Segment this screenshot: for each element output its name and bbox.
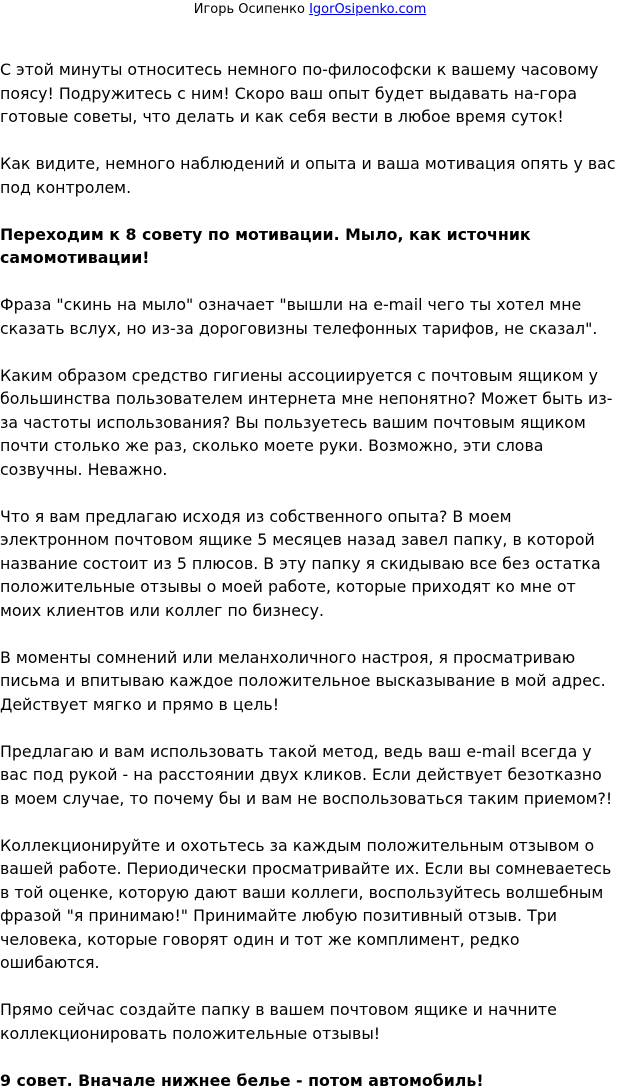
paragraph: Прямо сейчас создайте папку в вашем почтовом ящике и начните коллекционировать положительные отзывы!: [0, 998, 616, 1045]
paragraph: Что я вам предлагаю исходя из собственного опыта? В моем электронном почтовом ящике 5 месяцев назад завел папку, в которой название состоит из 5 плюсов. В эту папку я скидываю все без остатка положительные отзывы о моей работе, которые приходят ко мне от моих клиентов или коллег по бизнесу.: [0, 505, 616, 623]
section-heading: Переходим к 8 совету по мотивации. Мыло, как источник самомотивации!: [0, 223, 616, 270]
paragraph: Как видите, немного наблюдений и опыта и ваша мотивация опять у вас под контролем.: [0, 152, 616, 199]
section-heading: 9 совет. Вначале нижнее белье - потом автомобиль!: [0, 1069, 616, 1092]
article-body: [0, 58, 616, 1092]
paragraph: Предлагаю и вам использовать такой метод, ведь ваш e-mail всегда у вас под рукой - на расстоянии двух кликов. Если действует безотказно в моем случае, то почему бы и вам не воспользоваться таким приемом?!: [0, 740, 616, 811]
paragraph: С этой минуты относитесь немного по-философски к вашему часовому поясу! Подружитесь с ним! Скоро ваш опыт будет выдавать на-гора готовые советы, что делать и как себя вести в любое время суток!: [0, 58, 616, 129]
paragraph: Каким образом средство гигиены ассоциируется с почтовым ящиком у большинства пользователем интернета мне непонятно? Может быть из-за частоты использования? Вы пользуетесь вашим почтовым ящиком почти столько же раз, сколько моете руки. Возможно, эти слова созвучны. Неважно.: [0, 364, 616, 482]
page-header: [0, 1, 620, 19]
paragraph: В моменты сомнений или меланхоличного настроя, я просматриваю письма и впитываю каждое положительное высказывание в мой адрес. Действует мягко и прямо в цель!: [0, 646, 616, 717]
author-name: Игорь Осипенко: [194, 2, 305, 17]
paragraph: Коллекционируйте и охотьтесь за каждым положительным отзывом о вашей работе. Периодически просматривайте их. Если вы сомневаетесь в той оценке, которую дают ваши коллеги, воспользуйтесь волшебным фразой "я принимаю!" Принимайте любую позитивный отзыв. Три человека, которые говорят один и тот же комплимент, редко ошибаются.: [0, 834, 616, 975]
paragraph: Фраза "скинь на мыло" означает "вышли на e-mail чего ты хотел мне сказать вслух, но из-за дороговизны телефонных тарифов, не сказал".: [0, 293, 616, 340]
author-site-link[interactable]: IgorOsipenko.com: [309, 2, 426, 17]
